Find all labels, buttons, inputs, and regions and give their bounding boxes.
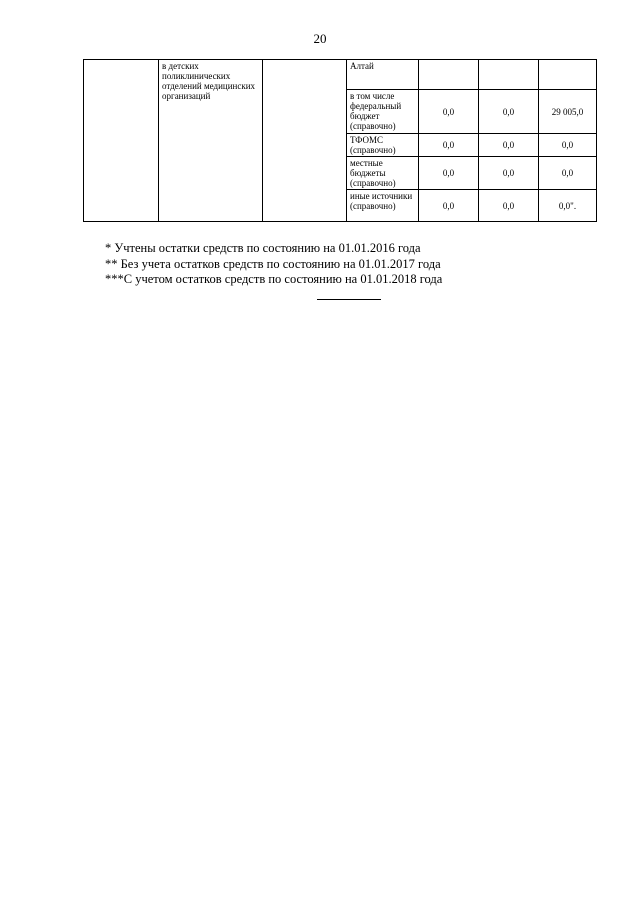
value-cell — [539, 60, 597, 90]
closing-rule — [317, 299, 381, 300]
funding-source: ТФОМС (справочно) — [347, 134, 419, 157]
empty-cell — [84, 60, 159, 222]
value-cell: 0,0". — [539, 190, 597, 222]
value-cell: 0,0 — [479, 90, 539, 134]
measure-description: в детских поликлинических отделений медицинских организаций — [159, 60, 263, 222]
value-cell: 0,0 — [419, 134, 479, 157]
footnotes — [105, 241, 442, 288]
value-cell: 0,0 — [419, 157, 479, 190]
value-cell — [419, 60, 479, 90]
value-cell: 0,0 — [479, 190, 539, 222]
value-cell: 0,0 — [419, 90, 479, 134]
value-cell: 0,0 — [479, 157, 539, 190]
funding-source: Алтай — [347, 60, 419, 90]
table-row — [84, 60, 597, 90]
budget-table — [83, 59, 597, 222]
value-cell: 0,0 — [539, 134, 597, 157]
value-cell: 0,0 — [539, 157, 597, 190]
funding-source: иные источники (справочно) — [347, 190, 419, 222]
value-cell: 0,0 — [479, 134, 539, 157]
page-number: 20 — [313, 31, 327, 46]
value-cell — [479, 60, 539, 90]
footnote: ***С учетом остатков средств по состоянию на 01.01.2018 года — [105, 272, 443, 286]
empty-cell — [263, 60, 347, 222]
footnote: ** Без учета остатков средств по состоянию на 01.01.2017 года — [105, 256, 441, 271]
footnote: * Учтены остатки средств по состоянию на 01.01.2016 года — [105, 241, 421, 255]
funding-source: местные бюджеты (справочно) — [347, 157, 419, 190]
value-cell: 0,0 — [419, 190, 479, 222]
funding-source: в том числе федеральный бюджет (справочно) — [347, 90, 419, 134]
value-cell: 29 005,0 — [539, 90, 597, 134]
